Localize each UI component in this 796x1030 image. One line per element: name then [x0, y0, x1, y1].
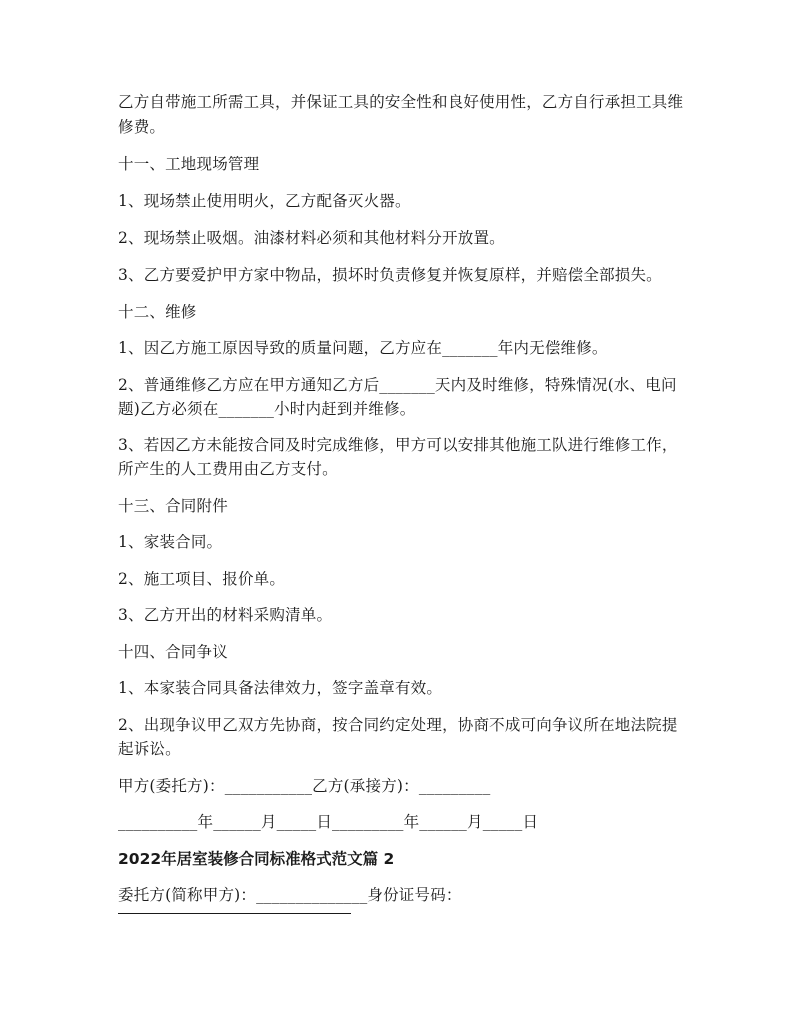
signature-date-line: __________年______月_____日_________年______月_____日	[118, 813, 539, 831]
clause-11-3: 3、乙方要爱护甲方家中物品，损坏时负责修复并恢复原样，并赔偿全部损失。	[118, 266, 662, 284]
clause-12-2: 2、普通维修乙方应在甲方通知乙方后_______天内及时维修，特殊情况(水、电问	[118, 376, 677, 394]
clause-12-1: 1、因乙方施工原因导致的质量问题，乙方应在_______年内无偿维修。	[118, 339, 608, 357]
blank-fill-line	[118, 913, 351, 914]
clause-14-2: 2、出现争议甲乙双方先协商，按合同约定处理，协商不成可向争议所在地法院提	[118, 716, 678, 734]
clause-14-2-cont: 起诉讼。	[118, 740, 181, 758]
section-title: 2022年居室装修合同标准格式范文篇 2	[118, 850, 395, 868]
section-heading-13: 十三、合同附件	[118, 497, 228, 515]
signature-parties-line: 甲方(委托方)：___________乙方(承接方)：_________	[118, 777, 491, 795]
clause-12-3-cont: 所产生的人工费用由乙方支付。	[118, 460, 338, 478]
paragraph-line: 修费。	[118, 118, 166, 136]
clause-14-1: 1、本家装合同具备法律效力，签字盖章有效。	[118, 679, 443, 697]
client-id-line: 委托方(简称甲方)：______________身份证号码：	[118, 886, 462, 904]
clause-12-2-cont: 题)乙方必须在_______小时内赶到并维修。	[118, 400, 416, 418]
clause-13-3: 3、乙方开出的材料采购清单。	[118, 606, 333, 624]
clause-13-2: 2、施工项目、报价单。	[118, 570, 286, 588]
clause-13-1: 1、家装合同。	[118, 533, 223, 551]
section-heading-11: 十一、工地现场管理	[118, 155, 260, 173]
clause-11-2: 2、现场禁止吸烟。油漆材料必须和其他材料分开放置。	[118, 229, 505, 247]
paragraph-line: 乙方自带施工所需工具，并保证工具的安全性和良好使用性，乙方自行承担工具维	[118, 93, 684, 111]
clause-12-3: 3、若因乙方未能按合同及时完成维修，甲方可以安排其他施工队进行维修工作，	[118, 436, 678, 454]
section-heading-12: 十二、维修	[118, 303, 197, 321]
section-heading-14: 十四、合同争议	[118, 643, 228, 661]
clause-11-1: 1、现场禁止使用明火，乙方配备灭火器。	[118, 192, 411, 210]
